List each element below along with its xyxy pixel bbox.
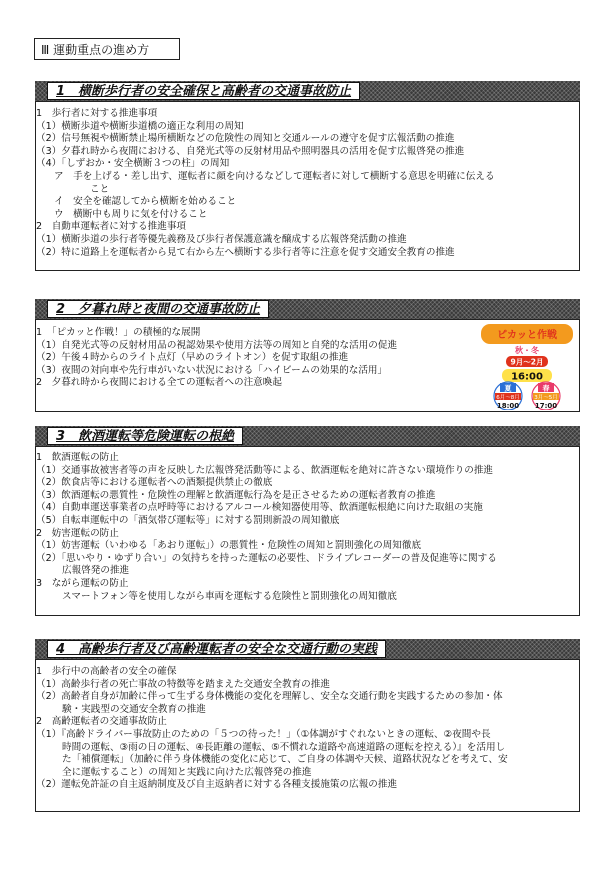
section-1-header [35, 81, 580, 101]
text-line: 広報啓発の推進 [62, 565, 130, 577]
text-line: 1 歩行中の高齢者の安全の確保 [36, 666, 177, 677]
text-line: 時間の運転、③雨の日の運転、④長距離の運転、⑤不慣れな道路や高速道路の運転を控える）』を活用し [62, 741, 506, 753]
text-line: （2）高齢者自身が加齢に伴って生ずる身体機能の変化を理解し、安全な交通行動を実践するための参加・体 [36, 691, 503, 703]
text-line: （1）横断歩道や横断歩道橋の適正な利用の周知 [36, 120, 244, 132]
section-2-lines [36, 327, 397, 390]
pikatto-badge-graphic [480, 322, 574, 410]
text-line: ア 手を上げる・差し出す、運転者に顔を向けるなどして運転者に対して横断する意思を明確に伝える [54, 170, 495, 182]
text-line: （2）特に道路上を運転者から見て右から左へ横断する歩行者等に注意を促す交通安全教育の推進 [36, 246, 455, 258]
text-line: 2 高齢運転者の交通事故防止 [36, 716, 167, 728]
season-spring: 春 [542, 384, 550, 393]
section-1-lines [36, 108, 495, 259]
logo-text: ピカッと作戦 [497, 330, 557, 341]
text-line: 2 妨害運転の防止 [36, 527, 119, 539]
season-summer: 夏 [504, 384, 512, 393]
section-3-header [35, 426, 580, 446]
time-summer: 18:00 [496, 402, 520, 410]
text-line: こと [90, 183, 110, 195]
text-line: スマートフォン等を使用しながら車両を運転する危険性と罰則強化の周知徹底 [62, 590, 397, 602]
text-line: （2）「思いやり・ゆずり合い」の気持ちを持った運転の必要性、ドライブレコーダーの普及促進等に関する [36, 552, 497, 564]
text-line: （1）妨害運転（いわゆる「あおり運転」）の悪質性・危険性の周知と罰則強化の周知徹底 [36, 540, 422, 552]
text-line: （3）飲酒運転の悪質性・危険性の理解と飲酒運転行為を是正させるための運転者教育の推進 [36, 489, 436, 501]
section-3-title: 3 飲酒運転等危険運転の根絶 [47, 427, 243, 445]
text-line: （2）午後４時からのライト点灯（早めのライトオン）を促す取組の推進 [36, 352, 349, 364]
text-line: 1 「ピカッと作戦！」の積極的な展開 [36, 327, 201, 338]
text-line: 験・実践型の交通安全教育の推進 [62, 703, 206, 715]
text-line: （1）高齢歩行者の死亡事故の特徴等を踏まえた交通安全教育の推進 [36, 678, 330, 690]
section-1-title: 1 横断歩行者の安全確保と高齢者の交通事故防止 [47, 82, 360, 100]
text-line: 3 ながら運転の防止 [36, 577, 129, 589]
text-line: （1）自発光式等の反射材用品の視認効果や使用方法等の周知と自発的な活用の促進 [36, 339, 398, 351]
text-line: ウ 横断中も周りに気を付けること [54, 208, 208, 220]
page-heading: Ⅲ 運動重点の進め方 [34, 38, 180, 60]
text-line: （2）運転免許証の自主返納制度及び自主返納者に対する各種支援施策の広報の推進 [36, 779, 398, 791]
text-line: （4）「しずおか・安全横断３つの柱」の周知 [36, 158, 230, 170]
text-line: 全に運転すること）の周知と実践に向けた広報啓発の推進 [62, 766, 312, 778]
text-line: 1 歩行者に対する推進事項 [36, 108, 158, 119]
text-line: イ 安全を確認してから横断を始めること [54, 196, 237, 208]
section-2-title: 2 夕暮れ時と夜間の交通事故防止 [47, 300, 269, 318]
months-autumn-winter: 9月～2月 [510, 357, 544, 367]
section-2-header [35, 299, 580, 319]
season-autumn-winter: 秋・冬 [515, 346, 539, 355]
section-4-title: 4 高齢歩行者及び高齢運転者の安全な交通行動の実践 [47, 640, 386, 658]
months-spring: 3月～5月 [534, 395, 558, 401]
text-line: （3）夕暮れ時から夜間における、自発光式等の反射材用品や照明器具の活用を促す広報啓発の推進 [36, 145, 465, 157]
text-line: （1）『高齢ドライバー事故防止のための「５つの待った！」（①体調がすぐれないときの運転、②夜間や長 [36, 728, 491, 740]
text-line: （1）交通事故被害者等の声を反映した広報啓発活動等による、飲酒運転を絶対に許さない環境作りの推進 [36, 464, 494, 476]
pikatto-campaign-badge [480, 322, 574, 410]
section-3-lines [36, 452, 497, 603]
text-line: （2）飲食店等における運転者への酒類提供禁止の徹底 [36, 477, 273, 489]
text-line: （1）横断歩道の歩行者等優先義務及び歩行者保護意識を醸成する広報啓発活動の推進 [36, 233, 407, 245]
text-line: （3）夜間の対向車や先行車がいない状況における「ハイビームの効果的な活用」 [36, 364, 388, 376]
text-line: （2）信号無視や横断禁止場所横断などの危険性の周知と交通ルールの遵守を促す広報活動の推進 [36, 133, 455, 145]
text-line: （4）自動車運送事業者の点呼時等におけるアルコール検知器使用等、飲酒運転根絶に向けた取組の実施 [36, 502, 483, 514]
time-autumn-winter: 16:00 [511, 371, 543, 383]
time-spring: 17:00 [534, 402, 558, 410]
section-4-lines [36, 666, 508, 792]
text-line: 2 夕暮れ時から夜間における全ての運転者への注意喚起 [36, 377, 282, 389]
text-line: 1 飲酒運転の防止 [36, 452, 119, 463]
text-line: た「補償運転」（加齢に伴う身体機能の変化に応じて、ご自身の体調や天候、道路状況などを考えて、安 [62, 754, 508, 766]
text-line: 2 自動車運転者に対する推進事項 [36, 221, 187, 233]
text-line: （5）自転車運転中の「酒気帯び運転等」に対する罰則新設の周知徹底 [36, 514, 340, 526]
section-4-header [35, 639, 580, 659]
months-summer: 6月～8月 [496, 395, 520, 401]
